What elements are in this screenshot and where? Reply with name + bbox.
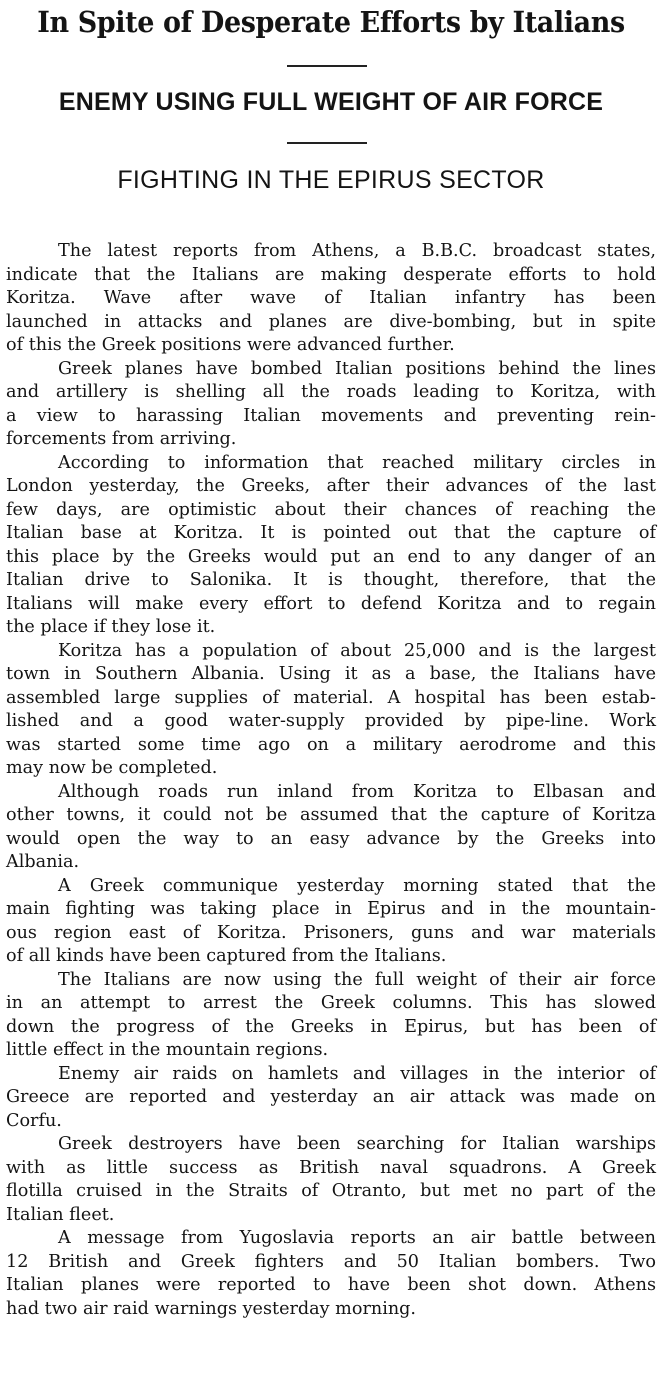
- body-line: 12 British and Greek fighters and 50 Italian bombers. Two: [6, 1251, 656, 1272]
- body-line: Koritza has a population of about 25,000 and is the largest: [58, 640, 656, 661]
- body-line: flotilla cruised in the Straits of Otranto, but met no part of the: [6, 1181, 656, 1201]
- body-line: Greek destroyers have been searching for Italian warships: [58, 1134, 656, 1154]
- body-line: with as little success as British naval squadrons. A Greek: [6, 1157, 656, 1178]
- body-line: down the progress of the Greeks in Epirus, but has been of: [6, 1016, 656, 1037]
- body-line: would open the way to an easy advance by the Greeks into: [6, 828, 656, 849]
- body-line: The latest reports from Athens, a B.B.C. broadcast states,: [58, 241, 656, 261]
- body-line: of this the Greek positions were advanced further.: [6, 335, 455, 355]
- headline-divider: [287, 65, 367, 67]
- body-line: Koritza. Wave after wave of Italian infantry has been: [6, 288, 656, 308]
- body-line: assembled large supplies of material. A hospital has been estab-: [6, 687, 656, 708]
- body-line: indicate that the Italians are making desperate efforts to hold: [6, 264, 656, 285]
- body-line: Italian base at Koritza. It is pointed out that the capture of: [6, 523, 656, 543]
- body-line: Italian planes were reported to have been shot down. Athens: [6, 1275, 656, 1295]
- body-line: of all kinds have been captured from the Italians.: [6, 946, 447, 966]
- body-line: had two air raid warnings yesterday morning.: [6, 1298, 417, 1319]
- body-line: Corfu.: [6, 1110, 62, 1131]
- body-line: London yesterday, the Greeks, after their advances of the last: [6, 476, 656, 496]
- body-line: Italian fleet.: [6, 1204, 115, 1225]
- body-line: A Greek communique yesterday morning stated that the: [58, 875, 656, 896]
- subheadline: ENEMY USING FULL WEIGHT OF AIR FORCE: [58, 88, 604, 116]
- body-line: other towns, it could not be assumed that the capture of Koritza: [6, 805, 656, 825]
- body-line: little effect in the mountain regions.: [6, 1040, 329, 1060]
- body-line: a view to harassing Italian movements and preventing rein-: [6, 405, 656, 426]
- body-line: Although roads run inland from Koritza to Elbasan and: [58, 781, 656, 802]
- body-line: lished and a good water-supply provided by pipe-line. Work: [6, 711, 656, 731]
- body-line: Italians will make every effort to defend Koritza and to regain: [6, 593, 656, 614]
- body-line: few days, are optimistic about their chances of reaching the: [6, 499, 656, 520]
- body-line: the place if they lose it.: [6, 617, 216, 637]
- body-line: Italian drive to Salonika. It is thought, therefore, that the: [6, 570, 656, 590]
- body-line: Albania.: [6, 852, 80, 872]
- body-line: Greece are reported and yesterday an air attack was made on: [6, 1087, 656, 1107]
- body-line: According to information that reached military circles in: [58, 452, 656, 473]
- body-line: was started some time ago on a military aerodrome and this: [6, 734, 656, 755]
- body-line: main fighting was taking place in Epirus and in the mountain-: [6, 899, 656, 919]
- body-line: may now be completed.: [6, 758, 218, 778]
- section-heading: FIGHTING IN THE EPIRUS SECTOR: [117, 166, 545, 194]
- body-line: Enemy air raids on hamlets and villages in the interior of: [58, 1063, 656, 1084]
- body-line: forcements from arriving.: [6, 429, 237, 449]
- article-body: [6, 240, 656, 1321]
- body-line: ous region east of Koritza. Prisoners, guns and war materials: [6, 922, 656, 943]
- body-line: this place by the Greeks would put an end to any danger of an: [6, 546, 656, 567]
- body-line: Greek planes have bombed Italian positions behind the lines: [58, 358, 656, 379]
- body-line: A message from Yugoslavia reports an air battle between: [58, 1228, 656, 1248]
- body-line: and artillery is shelling all the roads leading to Koritza, with: [6, 382, 656, 402]
- headline: In Spite of Desperate Efforts by Italians: [37, 5, 625, 39]
- body-line: town in Southern Albania. Using it as a base, the Italians have: [6, 664, 656, 684]
- body-line: The Italians are now using the full weight of their air force: [58, 969, 656, 990]
- subheadline-divider: [287, 142, 367, 144]
- body-line: in an attempt to arrest the Greek columns. This has slowed: [6, 993, 656, 1013]
- body-line: launched in attacks and planes are dive-bombing, but in spite: [6, 311, 656, 332]
